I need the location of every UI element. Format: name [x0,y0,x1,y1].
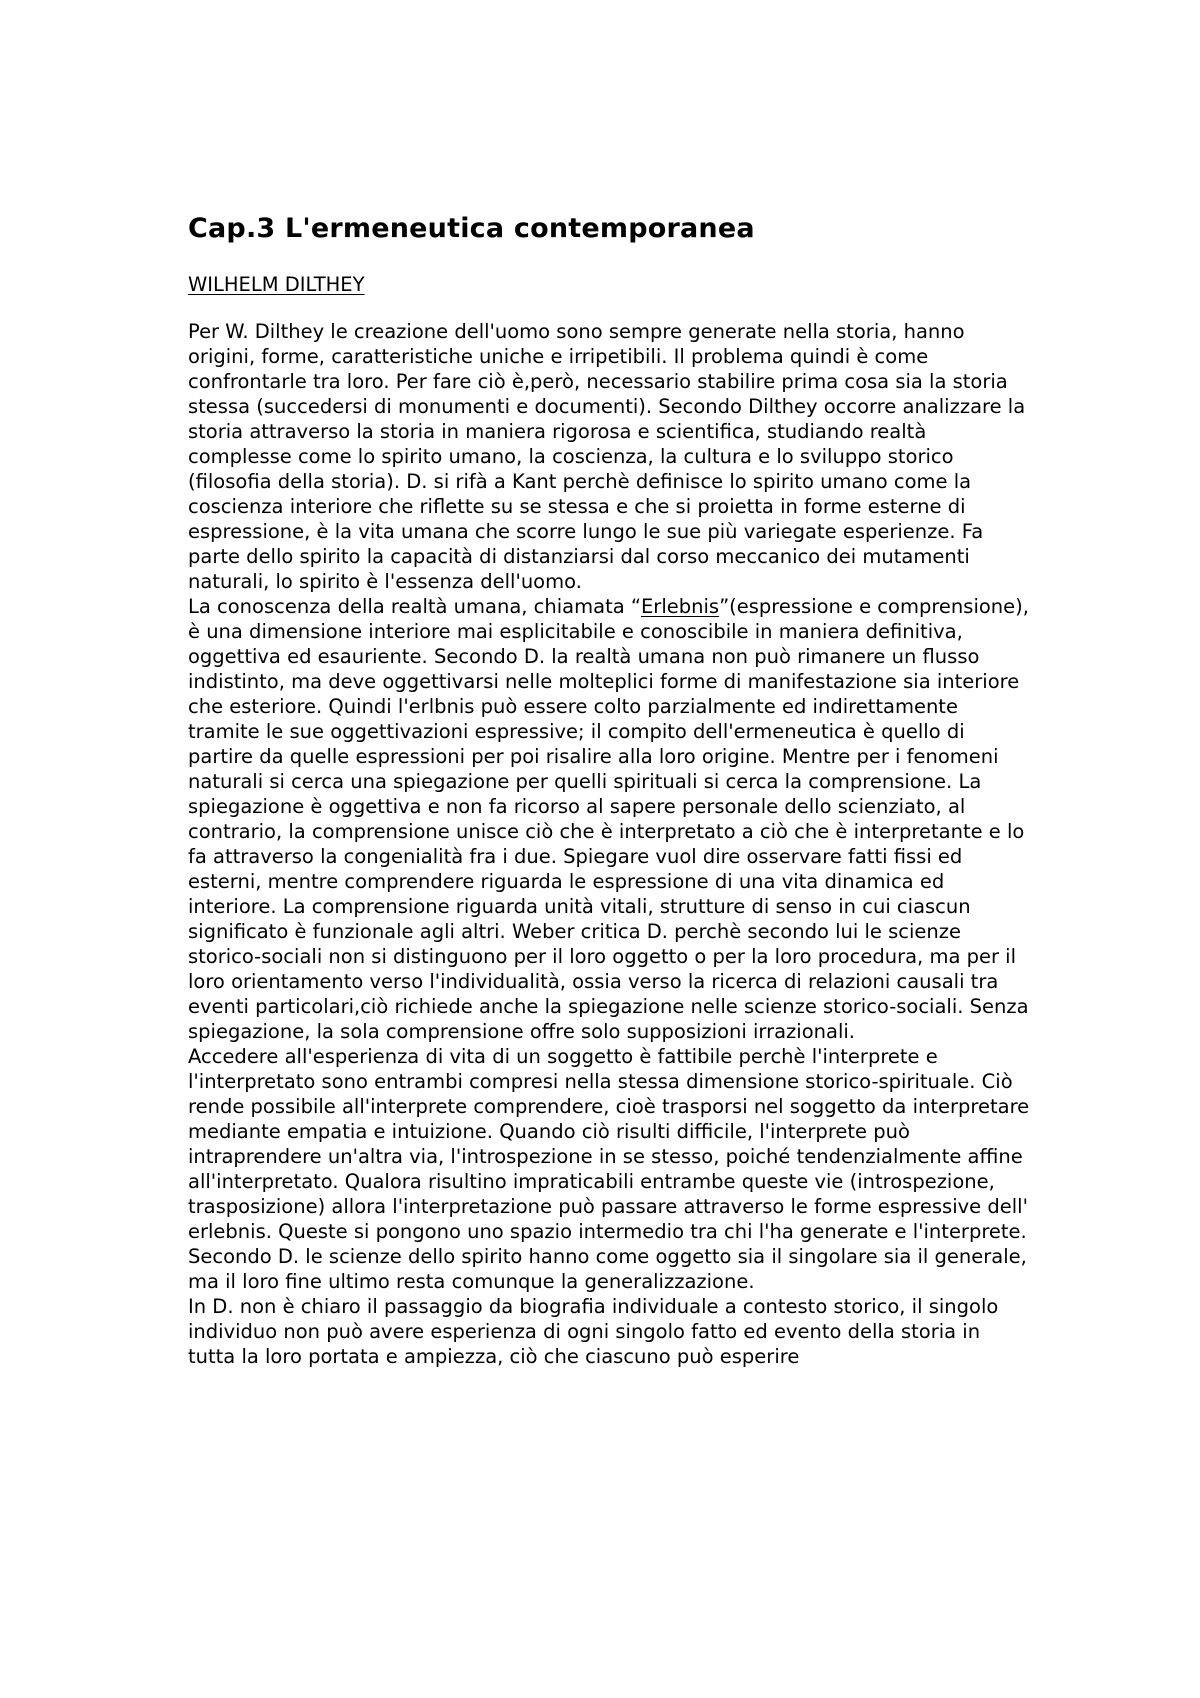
paragraph-2-end: ”(espressione e comprensione), è una dimensione interiore mai esplicitabile e conoscibile in maniera definitiva, oggettiva ed esauriente. Secondo D. la realtà umana non può rimanere un flusso indistinto, ma deve oggettivarsi nelle molteplici forme di manifestazione sia interiore che esteriore. Quindi l'erlbnis può essere colto parzialmente ed indirettamente tramite le sue oggettivazioni espressive; il compito dell'ermeneutica è quello di partire da quelle espressioni per poi risalire alla loro origine. Mentre per i fenomeni naturali si cerca una spiegazione per quelli spirituali si cerca la comprensione. La spiegazione è oggettiva e non fa ricorso al sapere personale dello scienziato, al contrario, la comprensione unisce ciò che è interpretato a ciò che è interpretante e lo fa attraverso la congenialità fra i due. Spiegare vuol dire osservare fatti fissi ed esterni, mentre comprendere riguarda le espressione di una vita dinamica ed interiore. La comprensione riguarda unità vitali, strutture di senso in cui ciascun significato è funzionale agli altri. Weber critica D. perchè secondo lui le scienze storico-sociali non si distinguono per il loro oggetto o per la loro procedura, ma per il loro orientamento verso l'individualità, ossia verso la ricerca di relazioni causali tra eventi particolari,ciò richiede anche la spiegazione nelle scienze storico-sociali. Senza spiegazione, la sola comprensione offre solo supposizioni irrazionali. [188,595,1029,1043]
section-heading: WILHELM DILTHEY [188,273,365,296]
chapter-title: Cap.3 L'ermeneutica contemporanea [188,213,755,244]
paragraph-2-start: La conoscenza della realtà umana, chiamata “ [188,595,641,618]
paragraph-2 [188,594,1030,1044]
body-text [188,319,1030,1369]
paragraph-4: In D. non è chiaro il passaggio da biografia individuale a contesto storico, il singolo individuo non può avere esperienza di ogni singolo fatto ed evento della storia in tutta la loro portata e ampiezza, ciò che ciascuno può esperire [188,1295,999,1368]
document-page [188,212,1030,1369]
paragraph-3: Accedere all'esperienza di vita di un soggetto è fattibile perchè l'interprete e l'interpretato sono entrambi compresi nella stessa dimensione storico-spirituale. Ciò rende possibile all'interprete comprendere, cioè trasporsi nel soggetto da interpretare mediante empatia e intuizione. Quando ciò risulti difficile, l'interprete può intraprendere un'altra via, l'introspezione in se stesso, poiché tendenzialmente affine all'interpretato. Qualora risultino impraticabili entrambe queste vie (introspezione, trasposizione) allora l'interpretazione può passare attraverso le forme espressive dell' erlebnis. Queste si pongono uno spazio intermedio tra chi l'ha generate e l'interprete. Secondo D. le scienze dello spirito hanno come oggetto sia il singolare sia il generale, ma il loro fine ultimo resta comunque la generalizzazione. [188,1045,1030,1293]
erlebnis-term: Erlebnis [640,595,720,618]
paragraph-1: Per W. Dilthey le creazione dell'uomo sono sempre generate nella storia, hanno origini, forme, caratteristiche uniche e irripetibili. Il problema quindi è come confrontarle tra loro. Per fare ciò è,però, necessario stabilire prima cosa sia la storia stessa (succedersi di monumenti e documenti). Secondo Dilthey occorre analizzare la storia attraverso la storia in maniera rigorosa e scientifica, studiando realtà complesse come lo spirito umano, la coscienza, la cultura e lo sviluppo storico (filosofia della storia). D. si rifà a Kant perchè definisce lo spirito umano come la coscienza interiore che riflette su se stessa e che si proietta in forme esterne di espressione, è la vita umana che scorre lungo le sue più variegate esperienze. Fa parte dello spirito la capacità di distanziarsi dal corso meccanico dei mutamenti naturali, lo spirito è l'essenza dell'uomo. [188,320,1026,593]
